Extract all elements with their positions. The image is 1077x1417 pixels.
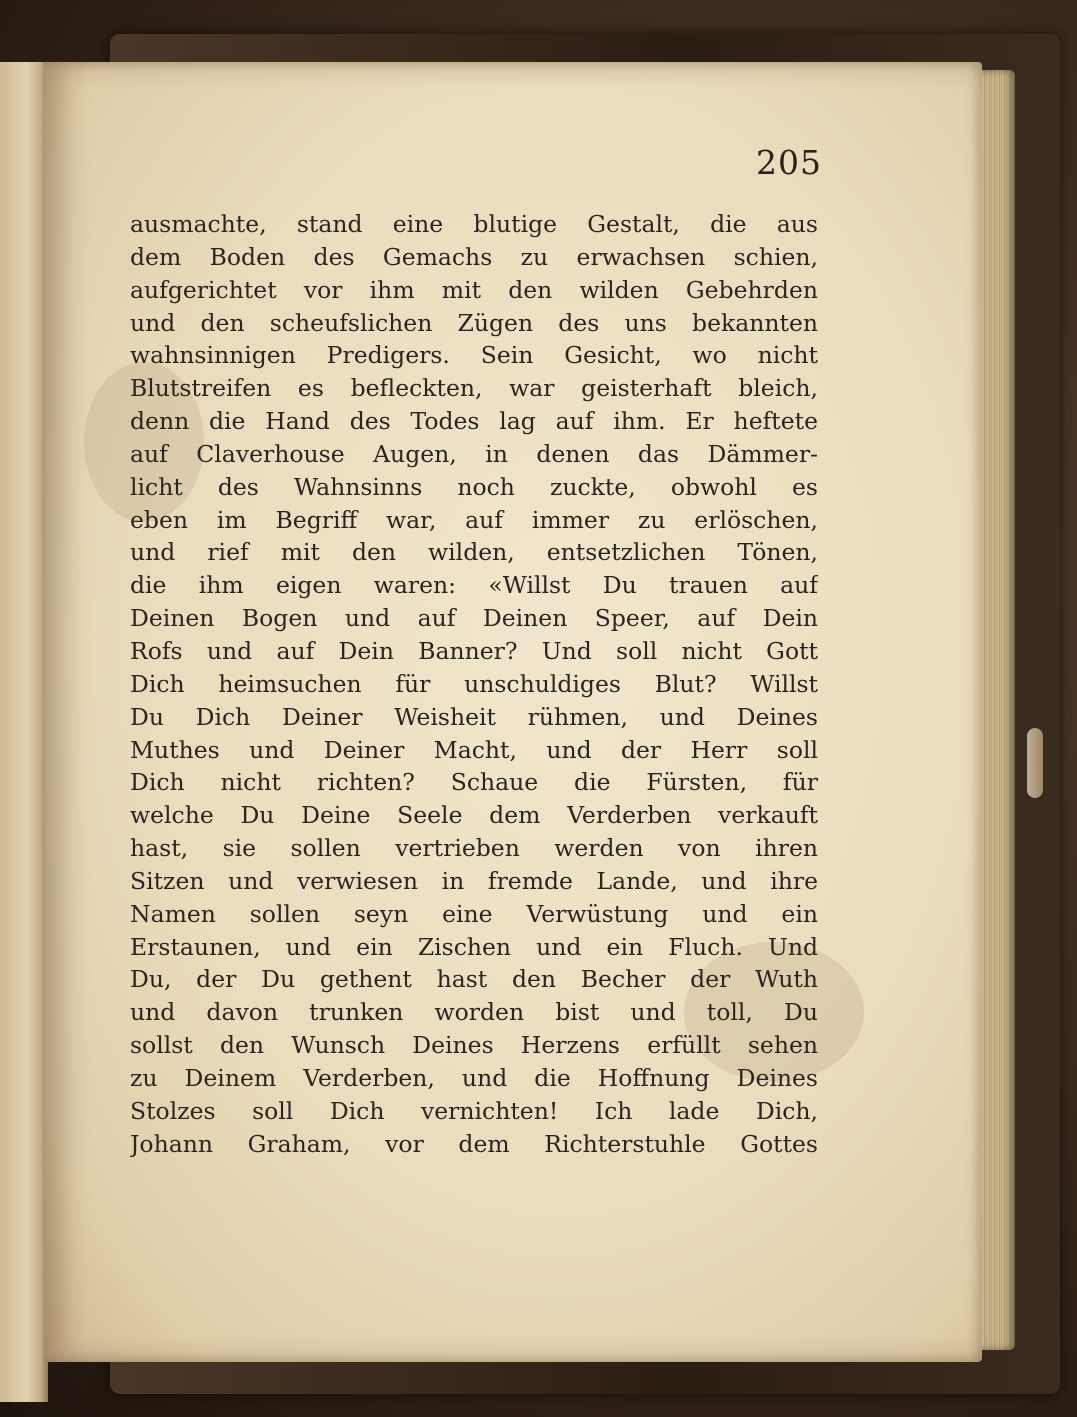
text-line: Erstaunen, und ein Zischen und ein Fluch. Und xyxy=(130,932,818,961)
text-line: hast, sie sollen vertrieben werden von ihren xyxy=(130,834,818,863)
page-edge-highlight xyxy=(1027,728,1043,798)
text-line: Du Dich Deiner Weisheit rühmen, und Deines xyxy=(130,702,818,731)
text-line: Stolzes soll Dich vernichten! Ich lade Dich, xyxy=(130,1096,818,1125)
text-line: und rief mit den wilden, entsetzlichen Tönen, xyxy=(130,538,818,567)
text-line: ausmachte, stand eine blutige Gestalt, die aus xyxy=(130,210,818,238)
text-line: zu Deinem Verderben, und die Hoffnung Deines xyxy=(130,1063,818,1092)
text-line: Sitzen und verwiesen in fremde Lande, und ihre xyxy=(130,866,818,895)
text-line: aufgerichtet vor ihm mit den wilden Gebehrden xyxy=(130,275,818,304)
text-line: Muthes und Deiner Macht, und der Herr soll xyxy=(130,735,818,764)
text-line: Blutstreifen es befleckten, war geisterhaft bleich, xyxy=(130,374,818,403)
left-facing-page xyxy=(0,62,48,1402)
text-line: und davon trunken worden bist und toll, Du xyxy=(130,998,818,1027)
body-text xyxy=(130,208,818,1160)
text-line: Deinen Bogen und auf Deinen Speer, auf Dein xyxy=(130,604,818,633)
text-line: Du, der Du gethent hast den Becher der Wuth xyxy=(130,965,818,994)
text-line: eben im Begriff war, auf immer zu erlöschen, xyxy=(130,505,818,534)
text-line: Dich heimsuchen für unschuldiges Blut? Willst xyxy=(130,669,818,698)
text-line: welche Du Deine Seele dem Verderben verkauft xyxy=(130,801,818,830)
text-line: Johann Graham, vor dem Richterstuhle Gottes xyxy=(130,1129,818,1158)
text-line: Namen sollen seyn eine Verwüstung und ein xyxy=(130,899,818,928)
text-line: auf Claverhouse Augen, in denen das Dämmer- xyxy=(130,439,818,468)
text-line: wahnsinnigen Predigers. Sein Gesicht, wo nicht xyxy=(130,341,818,370)
text-line: sollst den Wunsch Deines Herzens erfüllt sehen xyxy=(130,1031,818,1060)
page-number: 205 xyxy=(756,143,822,182)
text-line: die ihm eigen waren: «Willst Du trauen auf xyxy=(130,571,818,600)
text-line: Dich nicht richten? Schaue die Fürsten, für xyxy=(130,768,818,797)
text-line: licht des Wahnsinns noch zuckte, obwohl es xyxy=(130,472,818,501)
text-line: denn die Hand des Todes lag auf ihm. Er heftete xyxy=(130,407,818,436)
text-line: Rofs und auf Dein Banner? Und soll nicht Gott xyxy=(130,636,818,665)
text-line: dem Boden des Gemachs zu erwachsen schien, xyxy=(130,242,818,271)
text-line: und den scheufslichen Zügen des uns bekannten xyxy=(130,308,818,337)
